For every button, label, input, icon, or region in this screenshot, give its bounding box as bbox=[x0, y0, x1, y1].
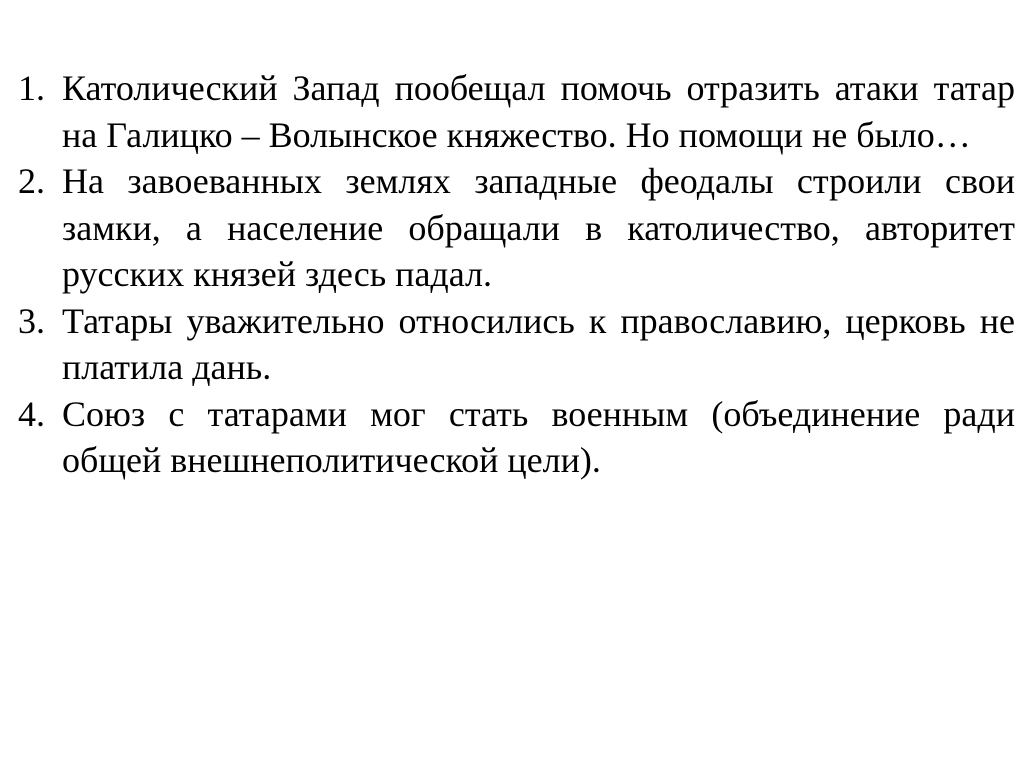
list-item-number: 4. bbox=[18, 393, 45, 434]
list-item-text: Союз с татарами мог стать военным (объединение ради общей внешнеполитической цели). bbox=[62, 393, 1015, 480]
list-item-number: 2. bbox=[18, 161, 45, 201]
list-item-text: Татары уважительно относились к православию, церковь не платила дань. bbox=[62, 300, 1015, 387]
list-item-number: 3. bbox=[18, 300, 45, 341]
list-item bbox=[18, 298, 1015, 391]
list-item-number: 1. bbox=[18, 68, 45, 108]
list-item bbox=[18, 391, 1015, 484]
list-item bbox=[18, 158, 1015, 298]
list-item-text: Католический Запад пообещал помочь отразить атаки татар на Галицко – Волынское княжество. Но помощи не было… bbox=[62, 68, 1015, 155]
numbered-list bbox=[18, 65, 1015, 484]
list-item-text: На завоеванных землях западные феодалы строили свои замки, а население обращали в католичество, авторитет русских князей здесь падал. bbox=[62, 161, 1015, 294]
list-item bbox=[18, 65, 1015, 158]
